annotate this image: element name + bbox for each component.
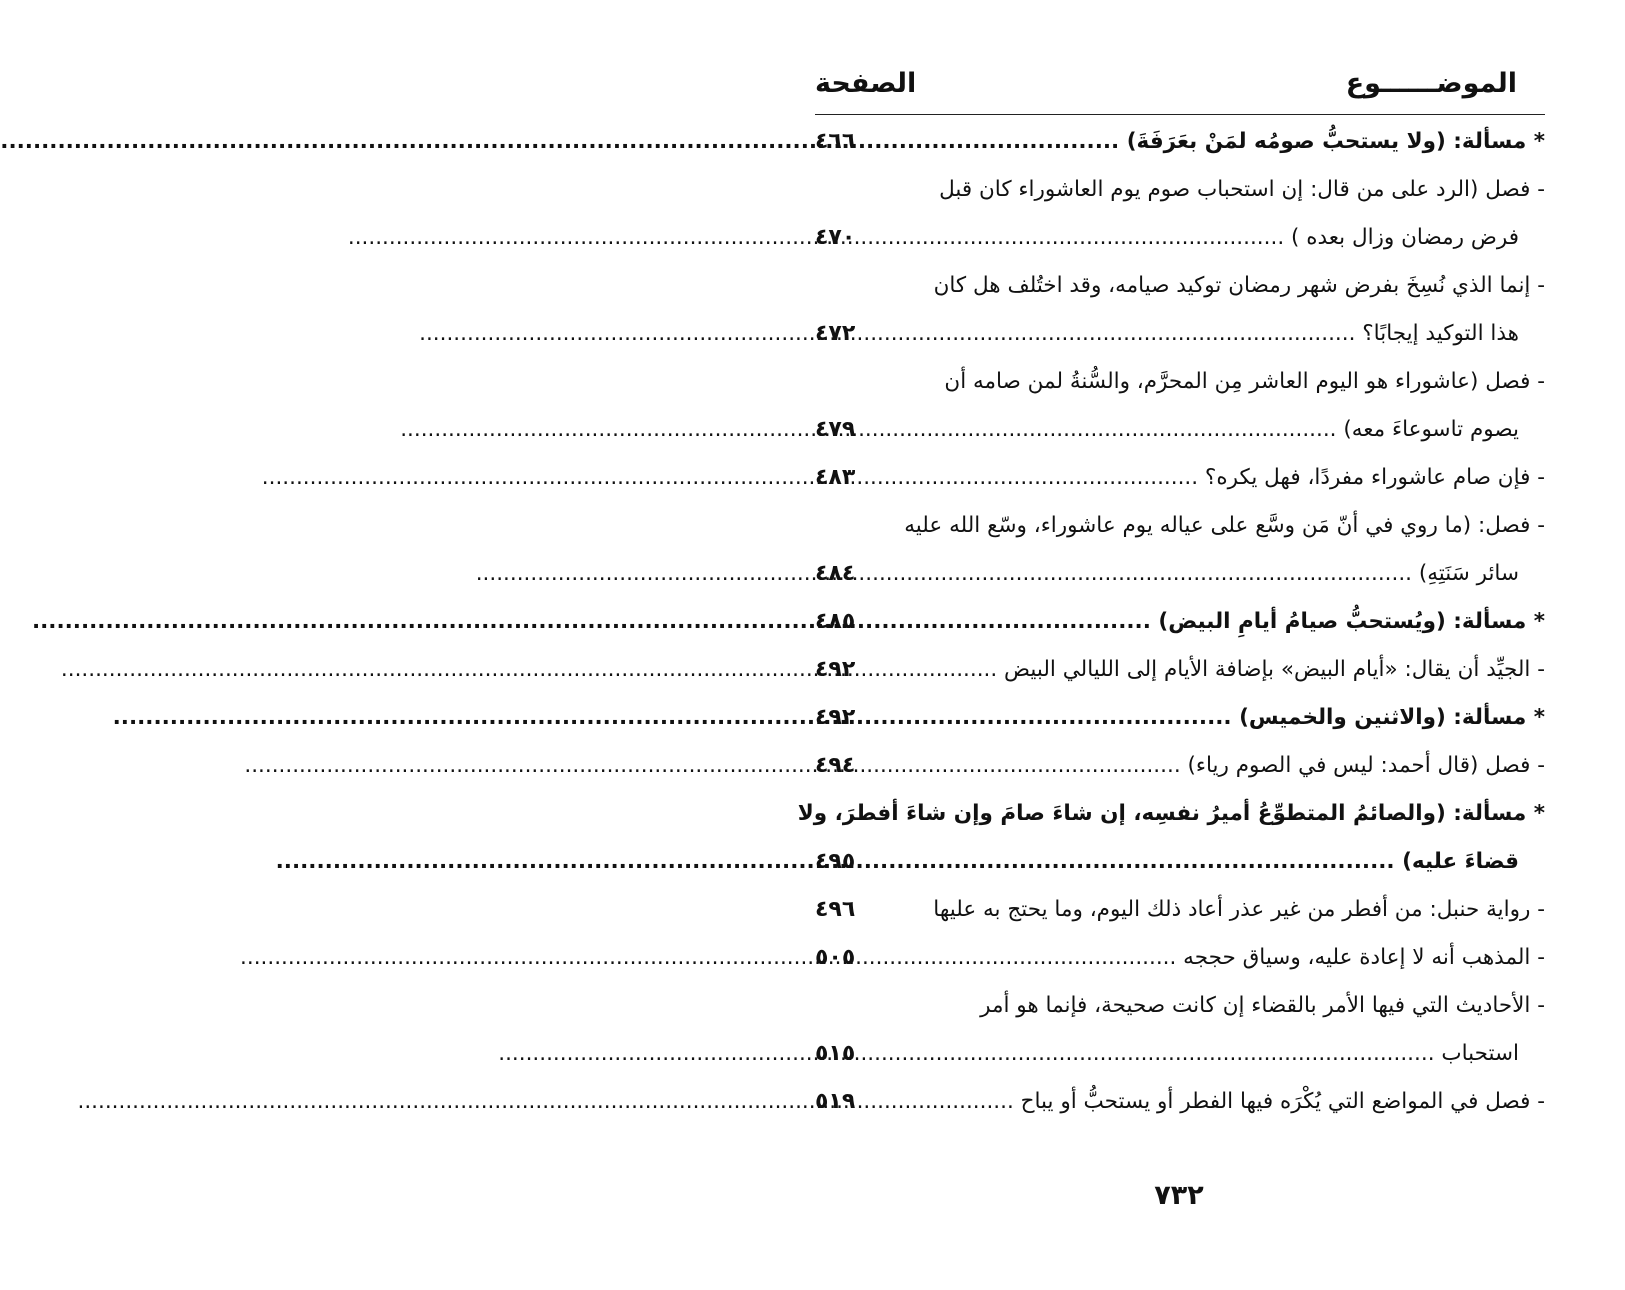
toc-entry-title: - فصل في المواضع التي يُكْرَه فيها الفطر أو يستحبُّ أو يباح ..... [893,1078,1545,1126]
toc-entry [815,550,1545,598]
toc-entry [815,502,1545,550]
toc-entry-title: * مسألة: (والاثنين والخميس) ..... [893,694,1545,742]
toc-entry-title: - الأحاديث التي فيها الأمر بالقضاء إن كانت صحيحة، فإنما هو أمر [980,993,1545,1018]
toc-entry [815,406,1545,454]
toc-entry [815,982,1545,1030]
toc-entry-page-number: ٤٩٦ [815,897,856,922]
toc-entry-title: - المذهب أنه لا إعادة عليه، وسياق حججه ..... [893,934,1545,982]
toc-entry-page-number: ٤٧٢ [815,321,856,346]
topic-column-heading: الموضــــــوع [1345,68,1517,99]
toc-entry-title: سائر سَنَتِهِ) ..... [893,550,1519,598]
toc-entry-title: فرض رمضان وزال بعده ) ..... [893,214,1519,262]
toc-entry-page-number: ٤٦٦ [815,129,856,154]
toc-entry [815,166,1545,214]
page-column-heading: الصفحة [815,68,917,99]
toc-entry-page-number: ٤٩٢ [815,705,856,730]
toc-entry-title: استحباب ..... [893,1030,1519,1078]
toc-entry-title: - فصل: (ما روي في أنّ مَن وسَّع على عياله يوم عاشوراء، وسّع الله عليه [904,513,1545,538]
toc-entry-title: قضاءَ عليه) ..... [893,838,1519,886]
toc-entry [815,214,1545,262]
toc-entry-page-number: ٤٧٩ [815,417,856,442]
toc-header [815,68,1545,115]
toc-entry [815,358,1545,406]
toc-entries [797,118,1545,1126]
toc-entry-page-number: ٥١٩ [815,1089,856,1114]
toc-entry-title: - رواية حنبل: من أفطر من غير عذر أعاد ذلك اليوم، وما يحتج به عليها [933,897,1545,922]
toc-entry-page-number: ٤٨٤ [815,561,856,586]
toc-entry [815,262,1545,310]
toc-entry-page-number: ٤٩٤ [815,753,856,778]
toc-entry [815,838,1545,886]
toc-entry-title: يصوم تاسوعاءَ معه) ..... [893,406,1519,454]
toc-entry-page-number: ٤٨٣ [815,465,856,490]
toc-entry-title: هذا التوكيد إيجابًا؟ ..... [893,310,1519,358]
toc-entry-title: - فصل (عاشوراء هو اليوم العاشر مِن المحرَّم، والسُّنةُ لمن صامه أن [944,369,1545,394]
toc-entry-page-number: ٥١٥ [815,1041,856,1066]
toc-entry-title: * مسألة: (ولا يستحبُّ صومُه لمَنْ بعَرَفَةَ) ..... [893,118,1545,166]
toc-entry [815,742,1545,790]
toc-entry [815,1078,1545,1126]
toc-entry [797,790,1545,838]
toc-entry [815,646,1545,694]
toc-entry [815,598,1545,646]
toc-entry-title: * مسألة: (والصائمُ المتطوِّعُ أميرُ نفسِه، إن شاءَ صامَ وإن شاءَ أفطرَ، ولا [797,801,1545,826]
toc-entry-title: - فإن صام عاشوراء مفردًا، فهل يكره؟ ..... [893,454,1545,502]
toc-entry [815,886,1545,934]
toc-entry-page-number: ٤٩٥ [815,849,856,874]
page-number: ٧٣٢ [1154,1180,1204,1211]
toc-entry-page-number: ٤٧٠ [815,225,856,250]
toc-entry-page-number: ٤٩٢ [815,657,856,682]
toc-entry [815,1030,1545,1078]
toc-entry [815,310,1545,358]
toc-entry [815,118,1545,166]
toc-entry-title: - فصل (قال أحمد: ليس في الصوم رياء) ..... [893,742,1545,790]
toc-entry-title: - إنما الذي نُسِخَ بفرض شهر رمضان توكيد صيامه، وقد اختُلف هل كان [933,273,1545,298]
toc-entry [815,454,1545,502]
toc-entry [815,694,1545,742]
toc-entry-title: * مسألة: (ويُستحبُّ صيامُ أيامِ البيض) ..... [893,598,1545,646]
toc-entry [815,934,1545,982]
toc-entry-page-number: ٥٠٥ [815,945,856,970]
toc-entry-page-number: ٤٨٥ [815,609,856,634]
toc-entry-title: - الجيِّد أن يقال: «أيام البيض» بإضافة الأيام إلى الليالي البيض ..... [893,646,1545,694]
toc-page [733,0,1625,1290]
toc-entry-title: - فصل (الرد على من قال: إن استحباب صوم يوم العاشوراء كان قبل [939,177,1545,202]
